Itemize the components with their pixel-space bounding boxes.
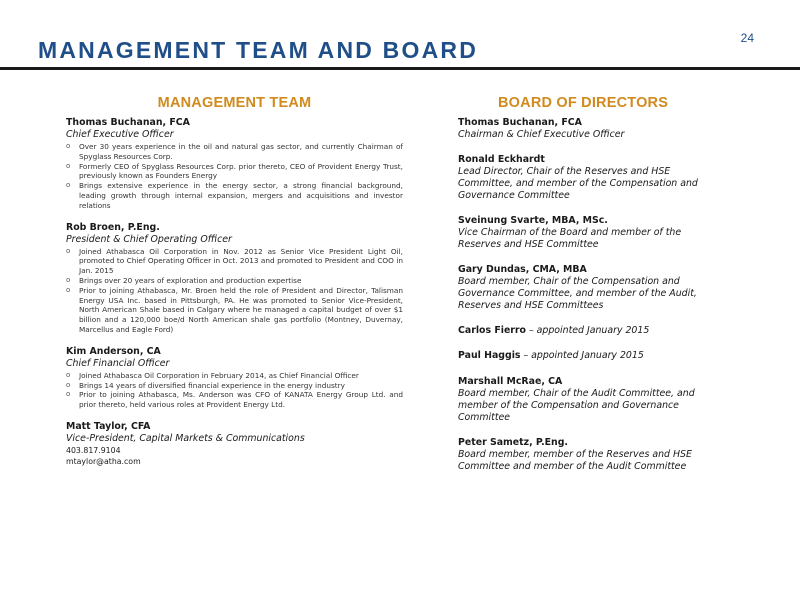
bullet-item: o Prior to joining Athabasca, Ms. Anderson was CFO of KANATA Energy Group Ltd. and prior thereto, held various roles at Provident Energy Ltd. — [66, 390, 403, 410]
person-role: President & Chief Operating Officer — [66, 233, 232, 245]
board-of-directors-section — [458, 95, 698, 486]
management-person — [66, 222, 403, 335]
person-name: Kim Anderson, CA — [66, 345, 161, 357]
member-role: Lead Director, Chair of the Reserves and HSE Committee, and member of the Compensation and Governance Committee — [458, 166, 698, 201]
bullet-item: o Prior to joining Athabasca, Mr. Broen held the role of President and Director, Talisman Energy USA Inc. based in Pittsburgh, PA. He was promoted to Senior Vice-President, North American Shale based in Calgary where he managed a capital budget of over $1 billion and a 120,000 boe/d North American shale gas portfolio (Montney, Duvernay, Marcellus and Eagle Ford) — [66, 285, 403, 334]
board-member — [458, 215, 698, 251]
circle-bullet-icon: o — [66, 285, 71, 294]
management-team-heading: MANAGEMENT TEAM — [157, 95, 312, 111]
bullet-item: o Brings over 20 years of exploration and production expertise — [66, 275, 302, 285]
person-name: Thomas Buchanan, FCA — [66, 117, 190, 128]
circle-bullet-icon: o — [66, 142, 71, 150]
management-person — [66, 346, 403, 410]
member-role: Chairman & Chief Executive Officer — [458, 129, 625, 140]
page-number: 24 — [740, 31, 754, 45]
page-title: MANAGEMENT TEAM AND BOARD — [38, 37, 479, 63]
member-name: Ronald Eckhardt — [458, 154, 545, 165]
bullet-item: o Joined Athabasca Oil Corporation in February 2014, as Chief Financial Officer — [66, 370, 359, 380]
member-role: Board member, Chair of the Compensation and Governance Committee, and member of the Audit, Reserves and HSE Committees — [458, 276, 697, 311]
circle-bullet-icon: o — [66, 181, 71, 190]
person-name: Rob Broen, P.Eng. — [66, 221, 160, 233]
board-member — [458, 154, 698, 202]
board-member — [458, 376, 698, 424]
contact-email: mtaylor@atha.com — [66, 456, 141, 466]
circle-bullet-icon: o — [66, 275, 71, 284]
person-role: Chief Financial Officer — [66, 357, 170, 369]
member-name: Paul Haggis — [458, 350, 521, 362]
management-team-section — [66, 95, 403, 478]
member-role: Vice Chairman of the Board and member of the Reserves and HSE Committee — [458, 227, 682, 250]
board-member — [458, 350, 698, 362]
member-name: Thomas Buchanan, FCA — [458, 117, 582, 128]
board-member — [458, 325, 698, 337]
member-role: Board member, Chair of the Audit Committee, and member of the Compensation and Governance Committee — [458, 387, 695, 423]
board-member — [458, 264, 698, 312]
member-name: Gary Dundas, CMA, MBA — [458, 264, 587, 275]
member-name: Peter Sametz, P.Eng. — [458, 436, 568, 448]
bullet-list — [66, 247, 403, 335]
member-role: Board member, member of the Reserves and HSE Committee and member of the Audit Committee — [458, 448, 692, 472]
bullet-item: o Brings 14 years of diversified financial experience in the energy industry — [66, 380, 345, 390]
bullet-item: o Formerly CEO of Spyglass Resources Corp. prior thereto, CEO of Provident Energy Trust, previously known as Founders Energy — [66, 161, 403, 181]
member-name: Sveinung Svarte, MBA, MSc. — [458, 215, 608, 226]
bullet-list — [66, 142, 403, 211]
board-member — [458, 117, 698, 141]
management-person — [66, 421, 403, 467]
contact-phone: 403.817.9104 — [66, 445, 121, 455]
member-appointed-note: – appointed January 2015 — [520, 350, 644, 362]
bullet-list — [66, 371, 403, 410]
member-name: Carlos Fierro — [458, 325, 526, 336]
circle-bullet-icon: o — [66, 380, 71, 389]
title-rule — [0, 67, 800, 70]
circle-bullet-icon: o — [66, 370, 71, 379]
person-role: Chief Executive Officer — [66, 129, 174, 140]
bullet-item: o Joined Athabasca Oil Corporation in Nov. 2012 as Senior Vice President Light Oil, promoted to Chief Operating Officer in Oct. 2013 and promoted to President and COO in Jan. 2015 — [66, 246, 403, 276]
circle-bullet-icon: o — [66, 390, 71, 399]
person-role: Vice-President, Capital Markets & Communications — [66, 432, 305, 444]
circle-bullet-icon: o — [66, 246, 71, 255]
member-appointed-note: – appointed January 2015 — [526, 325, 650, 336]
bullet-item: o Brings extensive experience in the energy sector, a strong financial background, leading growth through internal expansion, mergers and acquisitions and investor relations — [66, 181, 403, 210]
circle-bullet-icon: o — [66, 161, 71, 170]
person-name: Matt Taylor, CFA — [66, 420, 151, 432]
board-member — [458, 437, 698, 473]
bullet-item: o Over 30 years experience in the oil and natural gas sector, and currently Chairman of Spyglass Resources Corp. — [66, 142, 403, 161]
board-heading: BOARD OF DIRECTORS — [498, 95, 669, 111]
management-person — [66, 117, 403, 211]
member-name: Marshall McRae, CA — [458, 375, 563, 387]
